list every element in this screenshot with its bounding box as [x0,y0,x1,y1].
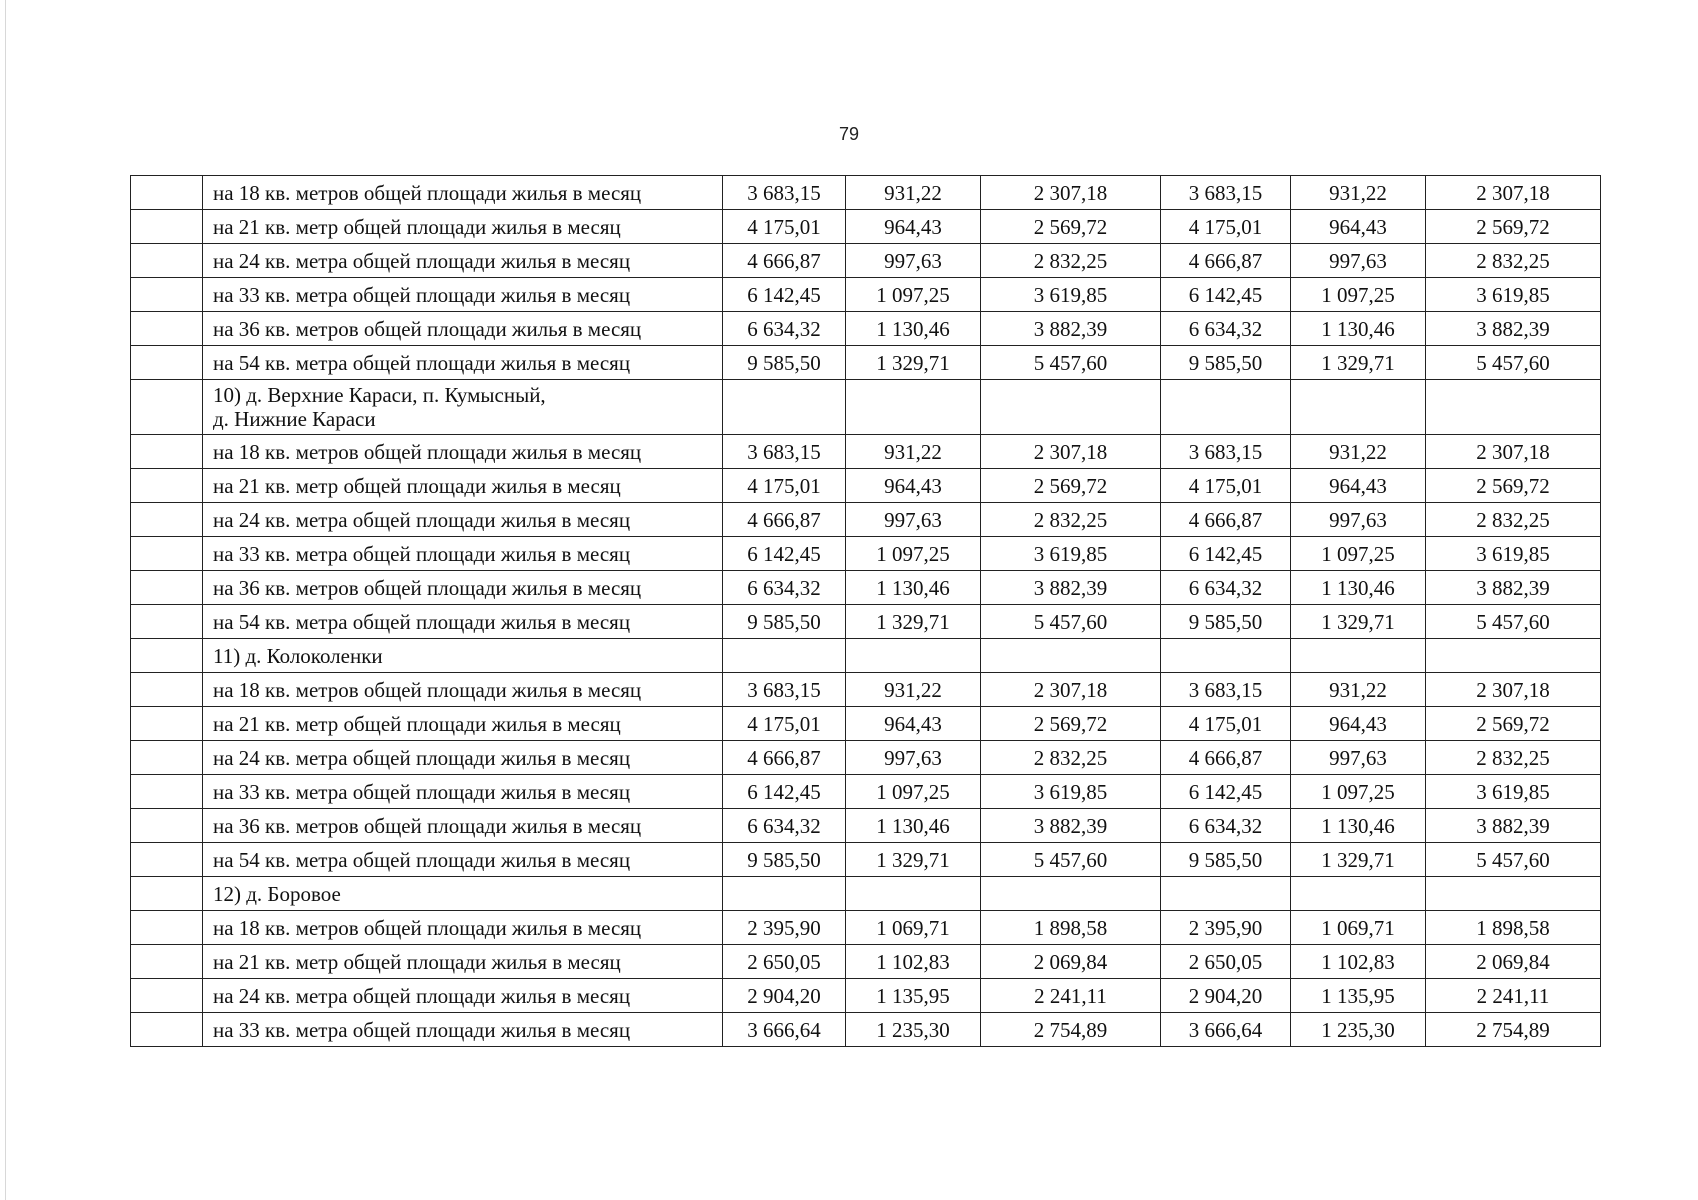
value-cell: 6 634,32 [723,809,846,843]
value-cell: 3 619,85 [1426,278,1601,312]
value-cell: 4 666,87 [723,244,846,278]
index-cell [131,707,203,741]
value-cell: 4 175,01 [1161,707,1291,741]
section-heading-line: 11) д. Колоколенки [213,643,383,668]
row-description: на 24 кв. метра общей площади жилья в месяц [203,741,723,775]
empty-cell [1291,877,1426,911]
empty-cell [1161,639,1291,673]
value-cell: 3 882,39 [1426,809,1601,843]
value-cell: 2 754,89 [1426,1013,1601,1047]
table-row [131,1013,1601,1047]
value-cell: 1 069,71 [1291,911,1426,945]
empty-cell [1426,380,1601,435]
value-cell: 2 832,25 [1426,244,1601,278]
value-cell: 3 882,39 [981,809,1161,843]
value-cell: 5 457,60 [981,346,1161,380]
index-cell [131,210,203,244]
value-cell: 997,63 [846,503,981,537]
index-cell [131,775,203,809]
value-cell: 4 175,01 [1161,210,1291,244]
empty-cell [1426,877,1601,911]
row-description: на 36 кв. метров общей площади жилья в месяц [203,312,723,346]
value-cell: 9 585,50 [1161,843,1291,877]
value-cell: 2 395,90 [723,911,846,945]
value-cell: 3 666,64 [1161,1013,1291,1047]
value-cell: 5 457,60 [1426,843,1601,877]
value-cell: 997,63 [846,741,981,775]
value-cell: 9 585,50 [1161,346,1291,380]
scan-edge-line [5,0,6,1200]
value-cell: 1 097,25 [1291,537,1426,571]
index-cell [131,435,203,469]
empty-cell [981,877,1161,911]
value-cell: 2 307,18 [1426,435,1601,469]
value-cell: 6 142,45 [723,537,846,571]
table-row [131,945,1601,979]
empty-cell [1426,639,1601,673]
value-cell: 964,43 [846,210,981,244]
value-cell: 997,63 [1291,244,1426,278]
row-description: на 21 кв. метр общей площади жилья в месяц [203,707,723,741]
row-description: на 18 кв. метров общей площади жилья в месяц [203,435,723,469]
tariff-table-body [131,176,1601,1047]
value-cell: 6 142,45 [1161,537,1291,571]
value-cell: 931,22 [1291,673,1426,707]
row-description: на 18 кв. метров общей площади жилья в месяц [203,673,723,707]
row-description: на 33 кв. метра общей площади жилья в месяц [203,278,723,312]
row-description: на 54 кв. метра общей площади жилья в месяц [203,843,723,877]
value-cell: 3 619,85 [981,775,1161,809]
value-cell: 1 097,25 [1291,278,1426,312]
value-cell: 6 142,45 [1161,278,1291,312]
index-cell [131,877,203,911]
value-cell: 1 235,30 [846,1013,981,1047]
value-cell: 1 329,71 [1291,843,1426,877]
value-cell: 4 175,01 [723,707,846,741]
row-description: на 24 кв. метра общей площади жилья в месяц [203,244,723,278]
value-cell: 1 329,71 [1291,346,1426,380]
value-cell: 1 097,25 [1291,775,1426,809]
value-cell: 5 457,60 [981,843,1161,877]
row-description: на 33 кв. метра общей площади жилья в месяц [203,1013,723,1047]
value-cell: 2 569,72 [1426,469,1601,503]
value-cell: 9 585,50 [723,843,846,877]
value-cell: 2 241,11 [1426,979,1601,1013]
index-cell [131,380,203,435]
value-cell: 4 175,01 [723,469,846,503]
value-cell: 3 683,15 [723,176,846,210]
value-cell: 2 832,25 [981,741,1161,775]
row-description: на 21 кв. метр общей площади жилья в месяц [203,210,723,244]
table-row [131,210,1601,244]
value-cell: 4 666,87 [1161,741,1291,775]
index-cell [131,843,203,877]
value-cell: 1 898,58 [1426,911,1601,945]
value-cell: 964,43 [846,707,981,741]
value-cell: 4 175,01 [723,210,846,244]
section-heading-row [131,380,1601,435]
empty-cell [981,639,1161,673]
value-cell: 3 882,39 [981,312,1161,346]
row-description: на 18 кв. метров общей площади жилья в месяц [203,176,723,210]
empty-cell [846,877,981,911]
value-cell: 2 069,84 [1426,945,1601,979]
value-cell: 1 130,46 [846,312,981,346]
value-cell: 2 241,11 [981,979,1161,1013]
section-heading [203,639,723,673]
table-row [131,435,1601,469]
table-row [131,469,1601,503]
value-cell: 997,63 [846,244,981,278]
value-cell: 9 585,50 [723,605,846,639]
index-cell [131,537,203,571]
value-cell: 1 135,95 [846,979,981,1013]
value-cell: 4 175,01 [1161,469,1291,503]
empty-cell [1291,639,1426,673]
index-cell [131,176,203,210]
value-cell: 1 329,71 [846,605,981,639]
row-description: на 18 кв. метров общей площади жилья в месяц [203,911,723,945]
value-cell: 1 329,71 [1291,605,1426,639]
empty-cell [981,380,1161,435]
value-cell: 6 142,45 [1161,775,1291,809]
value-cell: 1 898,58 [981,911,1161,945]
table-row [131,809,1601,843]
index-cell [131,639,203,673]
value-cell: 1 097,25 [846,278,981,312]
value-cell: 997,63 [1291,741,1426,775]
value-cell: 2 307,18 [1426,176,1601,210]
value-cell: 2 569,72 [981,469,1161,503]
table-row [131,503,1601,537]
index-cell [131,469,203,503]
value-cell: 964,43 [846,469,981,503]
value-cell: 964,43 [1291,469,1426,503]
table-row [131,176,1601,210]
value-cell: 4 666,87 [723,741,846,775]
value-cell: 2 832,25 [1426,503,1601,537]
index-cell [131,1013,203,1047]
value-cell: 3 882,39 [1426,312,1601,346]
value-cell: 5 457,60 [1426,605,1601,639]
value-cell: 931,22 [846,435,981,469]
section-heading-line: 12) д. Боровое [213,881,341,906]
value-cell: 2 650,05 [723,945,846,979]
index-cell [131,244,203,278]
section-heading-line: 10) д. Верхние Караси, п. Кумысный, [213,383,546,407]
value-cell: 6 634,32 [1161,809,1291,843]
value-cell: 964,43 [1291,707,1426,741]
row-description: на 36 кв. метров общей площади жилья в месяц [203,809,723,843]
empty-cell [846,639,981,673]
value-cell: 2 569,72 [1426,707,1601,741]
index-cell [131,911,203,945]
value-cell: 9 585,50 [723,346,846,380]
row-description: на 24 кв. метра общей площади жилья в месяц [203,503,723,537]
value-cell: 6 634,32 [1161,312,1291,346]
value-cell: 2 307,18 [981,673,1161,707]
value-cell: 2 832,25 [981,244,1161,278]
value-cell: 1 102,83 [846,945,981,979]
value-cell: 9 585,50 [1161,605,1291,639]
index-cell [131,312,203,346]
empty-cell [1161,877,1291,911]
page-number: 79 [838,124,860,144]
value-cell: 3 683,15 [1161,435,1291,469]
value-cell: 1 329,71 [846,346,981,380]
row-description: на 54 кв. метра общей площади жилья в месяц [203,605,723,639]
index-cell [131,673,203,707]
table-row [131,605,1601,639]
value-cell: 931,22 [1291,176,1426,210]
index-cell [131,945,203,979]
row-description: на 36 кв. метров общей площади жилья в месяц [203,571,723,605]
value-cell: 3 666,64 [723,1013,846,1047]
section-heading-row [131,639,1601,673]
index-cell [131,503,203,537]
table-row [131,244,1601,278]
value-cell: 3 619,85 [1426,775,1601,809]
value-cell: 931,22 [1291,435,1426,469]
value-cell: 3 619,85 [981,278,1161,312]
empty-cell [1161,380,1291,435]
value-cell: 4 666,87 [1161,244,1291,278]
value-cell: 1 329,71 [846,843,981,877]
value-cell: 6 142,45 [723,775,846,809]
value-cell: 2 307,18 [1426,673,1601,707]
index-cell [131,979,203,1013]
value-cell: 997,63 [1291,503,1426,537]
value-cell: 3 619,85 [1426,537,1601,571]
index-cell [131,809,203,843]
index-cell [131,571,203,605]
row-description: на 24 кв. метра общей площади жилья в месяц [203,979,723,1013]
value-cell: 2 069,84 [981,945,1161,979]
value-cell: 931,22 [846,673,981,707]
value-cell: 1 130,46 [846,571,981,605]
value-cell: 4 666,87 [1161,503,1291,537]
value-cell: 3 683,15 [723,673,846,707]
table-row [131,775,1601,809]
value-cell: 6 634,32 [1161,571,1291,605]
value-cell: 2 904,20 [723,979,846,1013]
section-heading-line: д. Нижние Караси [213,407,376,431]
value-cell: 2 307,18 [981,435,1161,469]
section-heading-row [131,877,1601,911]
row-description: на 33 кв. метра общей площади жилья в месяц [203,775,723,809]
value-cell: 5 457,60 [981,605,1161,639]
value-cell: 3 882,39 [1426,571,1601,605]
row-description: на 21 кв. метр общей площади жилья в месяц [203,945,723,979]
value-cell: 6 142,45 [723,278,846,312]
empty-cell [1291,380,1426,435]
value-cell: 1 097,25 [846,537,981,571]
value-cell: 1 130,46 [1291,312,1426,346]
value-cell: 3 683,15 [1161,673,1291,707]
value-cell: 1 102,83 [1291,945,1426,979]
value-cell: 1 235,30 [1291,1013,1426,1047]
table-row [131,741,1601,775]
index-cell [131,605,203,639]
section-heading [203,380,723,435]
row-description: на 33 кв. метра общей площади жилья в месяц [203,537,723,571]
empty-cell [723,877,846,911]
value-cell: 2 832,25 [1426,741,1601,775]
value-cell: 2 307,18 [981,176,1161,210]
tariff-table [130,175,1601,1047]
value-cell: 6 634,32 [723,312,846,346]
value-cell: 4 666,87 [723,503,846,537]
table-row [131,911,1601,945]
value-cell: 1 130,46 [1291,571,1426,605]
value-cell: 1 097,25 [846,775,981,809]
index-cell [131,278,203,312]
value-cell: 1 130,46 [846,809,981,843]
index-cell [131,346,203,380]
index-cell [131,741,203,775]
value-cell: 2 569,72 [1426,210,1601,244]
row-description: на 54 кв. метра общей площади жилья в месяц [203,346,723,380]
table-row [131,707,1601,741]
value-cell: 3 619,85 [981,537,1161,571]
value-cell: 2 569,72 [981,707,1161,741]
table-row [131,843,1601,877]
section-heading [203,877,723,911]
table-row [131,571,1601,605]
value-cell: 1 130,46 [1291,809,1426,843]
table-row [131,346,1601,380]
table-row [131,673,1601,707]
table-row [131,312,1601,346]
value-cell: 2 904,20 [1161,979,1291,1013]
value-cell: 2 754,89 [981,1013,1161,1047]
value-cell: 964,43 [1291,210,1426,244]
empty-cell [723,380,846,435]
table-row [131,537,1601,571]
value-cell: 3 882,39 [981,571,1161,605]
empty-cell [846,380,981,435]
value-cell: 5 457,60 [1426,346,1601,380]
value-cell: 2 650,05 [1161,945,1291,979]
value-cell: 3 683,15 [1161,176,1291,210]
value-cell: 1 069,71 [846,911,981,945]
table-row [131,979,1601,1013]
value-cell: 2 395,90 [1161,911,1291,945]
empty-cell [723,639,846,673]
value-cell: 2 832,25 [981,503,1161,537]
value-cell: 2 569,72 [981,210,1161,244]
value-cell: 3 683,15 [723,435,846,469]
row-description: на 21 кв. метр общей площади жилья в месяц [203,469,723,503]
value-cell: 1 135,95 [1291,979,1426,1013]
value-cell: 6 634,32 [723,571,846,605]
value-cell: 931,22 [846,176,981,210]
table-row [131,278,1601,312]
